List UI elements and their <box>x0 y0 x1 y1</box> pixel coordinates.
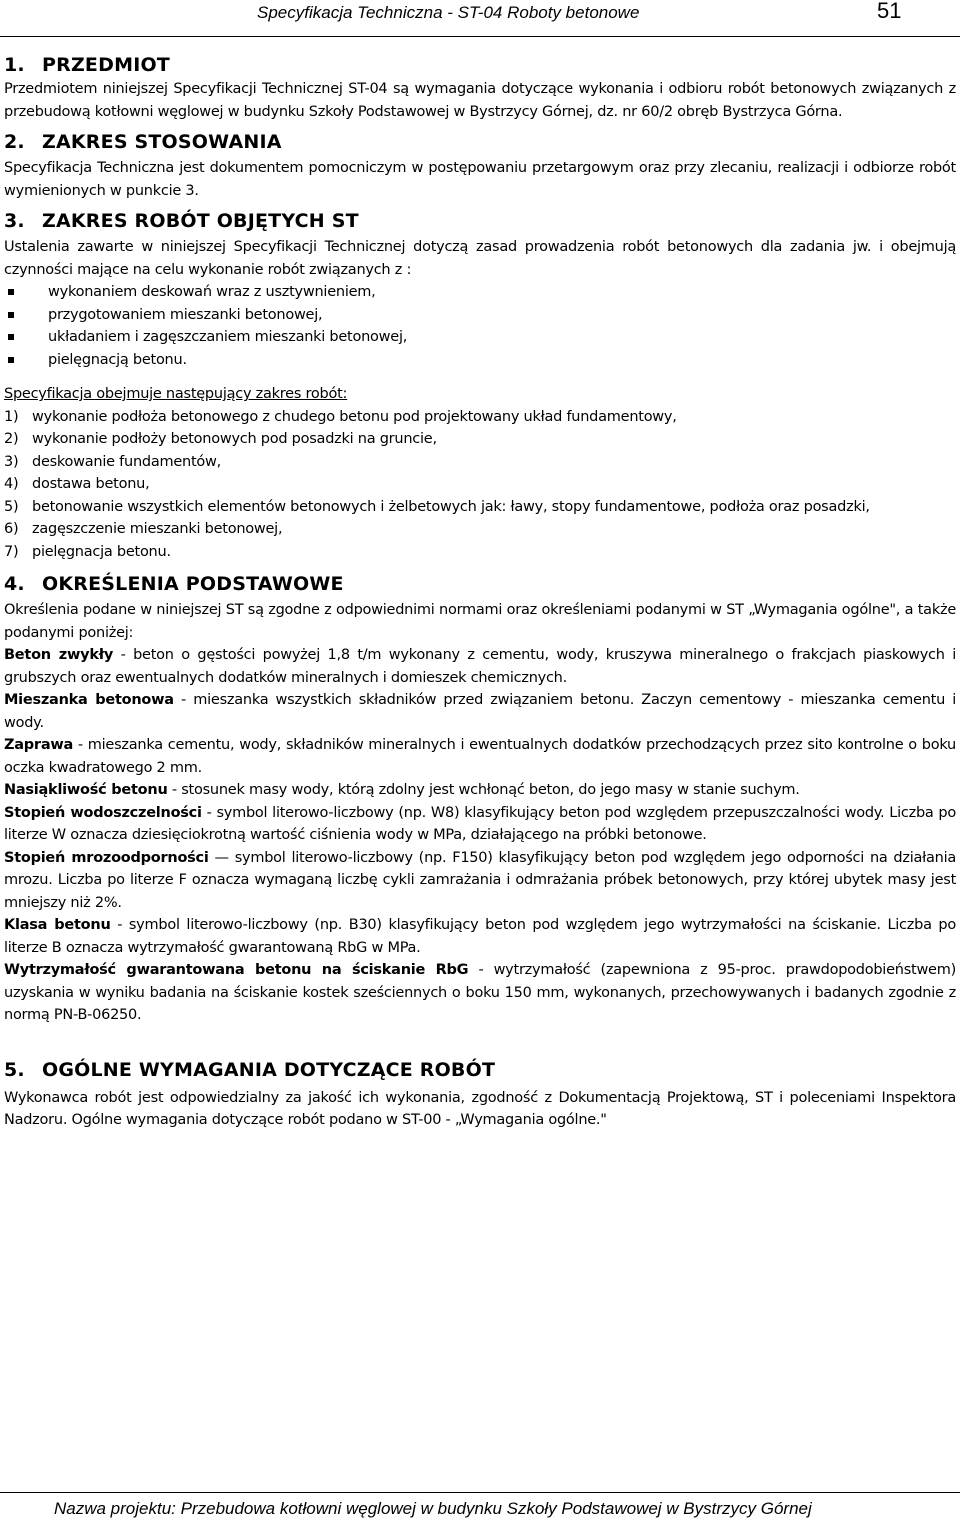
document-body <box>4 52 956 1132</box>
section-number: 5. <box>4 1058 25 1081</box>
list-item: 4) dostawa betonu, <box>4 476 150 492</box>
list-item: pielęgnacją betonu. <box>4 349 956 372</box>
definition-nasiakliwosc: Nasiąkliwość betonu - stosunek masy wody, którą zdolny jest wchłonąć beton, do jego masy w stanie suchym. <box>4 782 800 798</box>
list-item: wykonaniem deskowań wraz z usztywnieniem, <box>4 281 956 304</box>
page-footer <box>0 1492 960 1518</box>
list-item: 6) zagęszczenie mieszanki betonowej, <box>4 521 283 537</box>
section-title: OGÓLNE WYMAGANIA DOTYCZĄCE ROBÓT <box>42 1058 496 1081</box>
section-title: OKREŚLENIA PODSTAWOWE <box>42 573 344 595</box>
footer-project-name: Nazwa projektu: Przebudowa kotłowni węglowej w budynku Szkoły Podstawowej w Bystrzycy Górnej <box>54 1499 812 1518</box>
section-title: PRZEDMIOT <box>42 54 170 76</box>
scope-numbered-list <box>4 406 956 564</box>
section-number: 3. <box>4 210 25 232</box>
list-item: układaniem i zagęszczaniem mieszanki betonowej, <box>4 326 956 349</box>
list-item: 1) wykonanie podłoża betonowego z chudego betonu pod projektowany układ fundamentowy, <box>4 408 677 425</box>
section-1-heading <box>4 52 956 78</box>
definition-wodoszczelnosc: Stopień wodoszczelności - symbol literowo-liczbowy (np. W8) klasyfikujący beton pod względem przepuszczalności wody. Liczba po literze W oznacza dziesięciokrotną wartość ciśnienia wody w MPa, działającego na próbki betonowe. <box>4 804 956 843</box>
section-title: ZAKRES STOSOWANIA <box>42 131 282 153</box>
definition-wytrzymalosc-gwarantowana: Wytrzymałość gwarantowana betonu na ściskanie RbG - wytrzymałość (zapewniona z 95-proc. prawdopodobieństwem) uzyskania w wyniku badania na ściskanie kostek sześciennych o boku 150 mm, wykonanych, przechowywanych i badanych zgodnie z normą PN-B-06250. <box>4 962 957 1023</box>
definition-beton-zwykly: Beton zwykły - beton o gęstości powyżej 1,8 t/m wykonany z cementu, wody, kruszywa mineralnego o frakcjach piaskowych i grubszych oraz ewentualnych dodatków mineralnych i domieszek chemicznych. <box>4 647 957 686</box>
page-number: 51 <box>877 0 902 23</box>
section-2-heading <box>4 129 956 155</box>
list-item: 5) betonowanie wszystkich elementów betonowych i żelbetowych jak: ławy, stopy fundamentowe, podłoża oraz posadzki, <box>4 498 870 515</box>
scope-heading: Specyfikacja obejmuje następujący zakres robót: <box>4 386 348 402</box>
page-header <box>0 0 960 37</box>
section-5-heading <box>4 1057 956 1083</box>
definition-mrozoodpornosc: Stopień mrozoodporności — symbol literowo-liczbowy (np. F150) klasyfikujący beton pod względem jego odporności na działania mrozu. Liczba po literze F oznacza wymaganą liczbę cykli zamrażania i odmrażania próbek betonowych, przy której ubytek masy jest mniejszy niż 2%. <box>4 849 957 911</box>
section-1-text: Przedmiotem niniejszej Specyfikacji Technicznej ST-04 są wymagania dotyczące wykonania i odbioru robót betonowych związanych z przebudową kotłowni węglowej w budynku Szkoły Podstawowej w Bystrzycy Górnej, dz. nr 60/2 obręb Bystrzyca Górna. <box>4 81 956 120</box>
definition-zaprawa: Zaprawa - mieszanka cementu, wody, składników mineralnych i ewentualnych dodatków przechodzących przez sito kontrolne o boku oczka kwadratowego 2 mm. <box>4 737 956 776</box>
list-item: przygotowaniem mieszanki betonowej, <box>4 304 956 327</box>
list-item: 7) pielęgnacja betonu. <box>4 543 171 560</box>
section-number: 1. <box>4 54 25 76</box>
header-title: Specyfikacja Techniczna - ST-04 Roboty betonowe <box>257 3 640 22</box>
list-item: 3) deskowanie fundamentów, <box>4 453 222 470</box>
section-3-heading <box>4 208 956 234</box>
list-item: 2) wykonanie podłoży betonowych pod posadzki na gruncie, <box>4 431 437 447</box>
section-3-text: Ustalenia zawarte w niniejszej Specyfikacji Technicznej dotyczą zasad prowadzenia robót betonowych dla zadania jw. i obejmują czynności mające na celu wykonanie robót związanych z : <box>4 239 956 278</box>
works-bullet-list <box>4 281 956 371</box>
section-number: 2. <box>4 131 25 153</box>
definition-klasa-betonu: Klasa betonu - symbol literowo-liczbowy (np. B30) klasyfikujący beton pod względem jego wytrzymałości na ściskanie. Liczba po literze B oznacza wytrzymałość gwarantowaną RbG w MPa. <box>4 917 956 956</box>
section-4-text: Określenia podane w niniejszej ST są zgodne z odpowiednimi normami oraz określeniami podanymi w ST „Wymagania ogólne", a także podanymi poniżej: <box>4 602 956 641</box>
section-2-text: Specyfikacja Techniczna jest dokumentem pomocniczym w postępowaniu przetargowym oraz przy zlecaniu, realizacji i odbiorze robót wymienionych w punkcie 3. <box>4 160 956 199</box>
section-5-text: Wykonawca robót jest odpowiedzialny za jakość ich wykonania, zgodność z Dokumentacją Projektową, ST i poleceniami Inspektora Nadzoru. Ogólne wymagania dotyczące robót podano w ST-00 - „Wymagania ogólne." <box>4 1089 956 1128</box>
section-title: ZAKRES ROBÓT OBJĘTYCH ST <box>42 210 359 232</box>
section-4-heading <box>4 571 956 597</box>
definition-mieszanka-betonowa: Mieszanka betonowa - mieszanka wszystkich składników przed związaniem betonu. Zaczyn cementowy - mieszanka cementu i wody. <box>4 692 957 731</box>
section-number: 4. <box>4 573 25 595</box>
